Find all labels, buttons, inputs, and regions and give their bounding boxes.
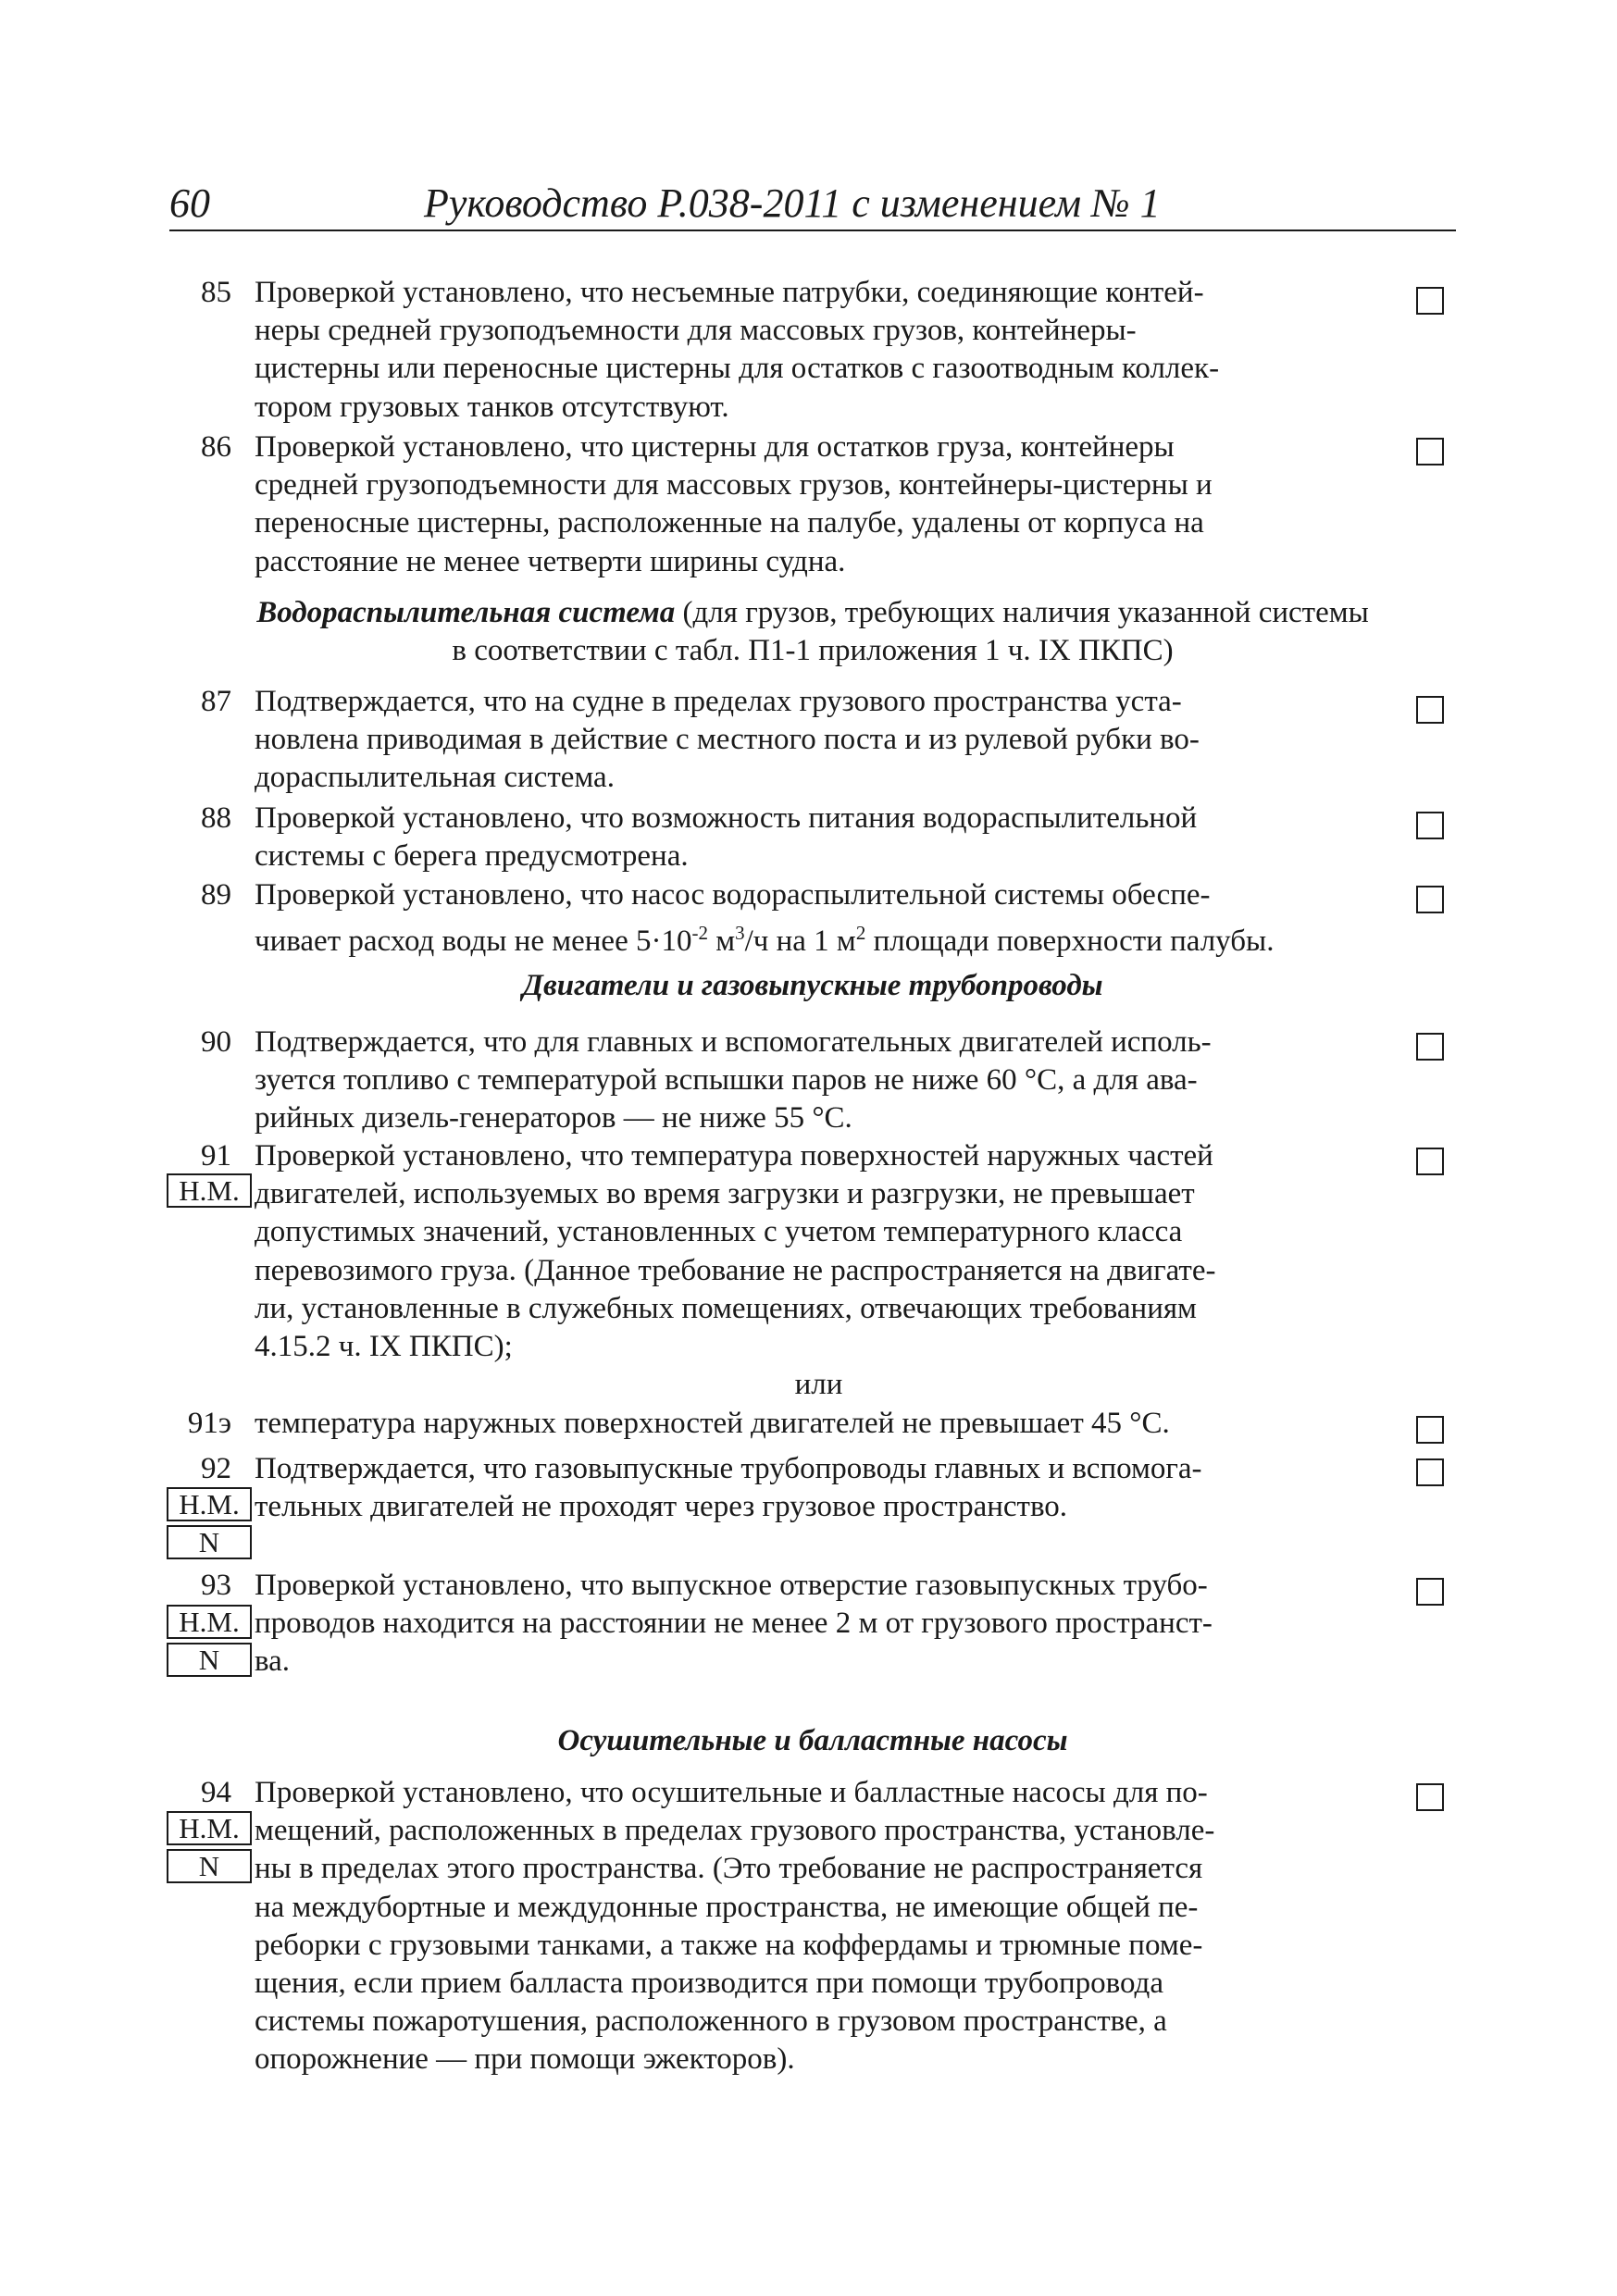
section-heading-pumps xyxy=(169,1722,1456,1760)
or-text: или xyxy=(794,1368,843,1401)
page-number: 60 xyxy=(169,180,210,226)
tag-n-94: N xyxy=(167,1849,252,1883)
page-header xyxy=(169,178,1456,231)
or-separator xyxy=(0,1366,1617,1404)
item-number-91e: 91э xyxy=(187,1407,231,1440)
checkbox-92[interactable] xyxy=(1416,1458,1444,1486)
tag-nm-93: Н.М. xyxy=(167,1605,252,1639)
item-number-88: 88 xyxy=(201,801,231,835)
section-title-water-spray: Водораспылительная система xyxy=(256,596,676,629)
page-title: Руководство Р.038-2011 с изменением № 1 xyxy=(424,180,1161,226)
tag-group-93 xyxy=(167,1605,252,1681)
item-text-87: Подтверждается, что на судне в пределах грузового пространства уста- новлена приводимая в действие с местного поста и из рулевой рубки во- дораспылительная система. xyxy=(255,685,1200,795)
item-text-92: Подтверждается, что газовыпускные трубопроводы главных и вспомога- тельных двигателей не проходят через грузовое пространство. xyxy=(255,1452,1202,1524)
exp-minus2: -2 xyxy=(691,922,708,945)
item-text-88: Проверкой установлено, что возможность питания водораспылительной системы с берега предусмотрена. xyxy=(255,801,1198,874)
checkbox-93[interactable] xyxy=(1416,1578,1444,1606)
section-note-line1: (для грузов, требующих наличия указанной системы xyxy=(675,596,1369,629)
item-89-line2a: чивает расход воды не менее 5·10 xyxy=(255,925,692,959)
item-89-line2b: м xyxy=(707,925,736,959)
tag-group-92 xyxy=(167,1487,252,1563)
checkbox-88[interactable] xyxy=(1416,812,1444,839)
item-text-90: Подтверждается, что для главных и вспомогательных двигателей исполь- зуется топливо с температурой вспышки паров не ниже 60 °С, а для ава- рийных дизель-генераторов — не ниже 55 °С. xyxy=(255,1025,1212,1136)
item-number-93: 93 xyxy=(201,1569,231,1602)
checkbox-91e[interactable] xyxy=(1416,1416,1444,1444)
exp-2: 2 xyxy=(855,922,866,945)
item-text-94: Проверкой установлено, что осушительные и балластные насосы для по- мещений, расположенных в пределах грузового пространства, установле- ны в пределах этого пространства. (Это требование не распространяется на междубортные и междудонные пространства, не имеющие общей пе- реборки с грузовыми танками, а также на коффердамы и трюмные поме- щения, если прием балласта производится при помощи трубопровода системы пожаротушения, расположенного в грузовом пространстве, а опорожнение — при помощи эжекторов). xyxy=(255,1776,1215,2077)
checkbox-85[interactable] xyxy=(1416,287,1444,315)
tag-nm-94: Н.М. xyxy=(167,1811,252,1845)
tag-nm-91: Н.М. xyxy=(167,1173,252,1208)
section-title-engines: Двигатели и газовыпускные трубопроводы xyxy=(522,969,1103,1002)
checkbox-86[interactable] xyxy=(1416,438,1444,465)
item-number-85: 85 xyxy=(201,276,231,309)
item-number-94: 94 xyxy=(201,1776,231,1809)
item-text-91e: температура наружных поверхностей двигателей не превышает 45 °С. xyxy=(255,1407,1170,1440)
section-title-pumps: Осушительные и балластные насосы xyxy=(557,1724,1068,1757)
item-89-line2d: площади поверхности палубы. xyxy=(865,925,1275,959)
tag-nm-92: Н.М. xyxy=(167,1487,252,1521)
item-number-87: 87 xyxy=(201,685,231,718)
checkbox-89[interactable] xyxy=(1416,886,1444,913)
item-number-89: 89 xyxy=(201,878,231,912)
item-number-90: 90 xyxy=(201,1025,231,1059)
item-text-91: Проверкой установлено, что температура поверхностей наружных частей двигателей, используемых во время загрузки и разгрузки, не превышает допустимых значений, установленных с учетом температурного класса перевозимого груза. (Данное требование не распространяется на двигате- ли, установленные в служебных помещениях, отвечающих требованиям 4.15.2 ч. IX ПКПС); xyxy=(255,1139,1216,1364)
item-text-93: Проверкой установлено, что выпускное отверстие газовыпускных трубо- проводов находится на расстоянии не менее 2 м от грузового пространст- ва. xyxy=(255,1569,1213,1679)
section-heading-water-spray xyxy=(169,594,1456,670)
checkbox-91[interactable] xyxy=(1416,1148,1444,1175)
item-number-92: 92 xyxy=(201,1452,231,1485)
tag-n-93: N xyxy=(167,1643,252,1677)
item-text-85: Проверкой установлено, что несъемные патрубки, соединяющие контей- неры средней грузоподъемности для массовых грузов, контейнеры- цистерны или переносные цистерны для остатков с газоотводным коллек- тором грузовых танков отсутствуют. xyxy=(255,276,1220,424)
section-heading-engines xyxy=(169,967,1456,1005)
checkbox-94[interactable] xyxy=(1416,1783,1444,1811)
item-89-line2c: /ч на 1 м xyxy=(744,925,856,959)
tag-group-91 xyxy=(167,1173,252,1211)
item-number-86: 86 xyxy=(201,430,231,464)
exp-3: 3 xyxy=(735,922,745,945)
item-number-91: 91 xyxy=(201,1139,231,1173)
item-text-89 xyxy=(255,876,1274,961)
tag-group-94 xyxy=(167,1811,252,1887)
tag-n-92: N xyxy=(167,1525,252,1559)
item-89-line1: Проверкой установлено, что насос водораспылительной системы обеспе- xyxy=(255,878,1211,912)
item-text-86: Проверкой установлено, что цистерны для остатков груза, контейнеры средней грузоподъемности для массовых грузов, контейнеры-цистерны и переносные цистерны, расположенные на палубе, удалены от корпуса на расстояние не менее четверти ширины судна. xyxy=(255,430,1213,578)
checkbox-90[interactable] xyxy=(1416,1033,1444,1061)
checkbox-87[interactable] xyxy=(1416,696,1444,724)
section-note-line2: в соответствии с табл. П1-1 приложения 1 ч. IX ПКПС) xyxy=(452,634,1174,668)
